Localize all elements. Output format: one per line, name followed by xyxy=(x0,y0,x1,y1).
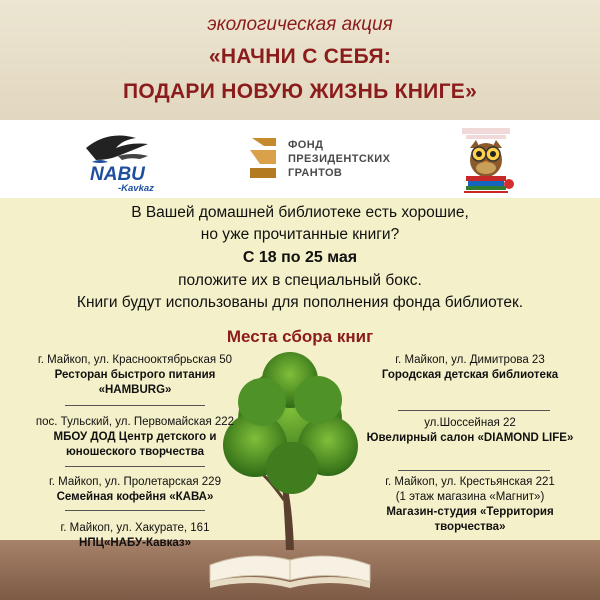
divider xyxy=(65,405,205,406)
location-name: Магазин-студия «Территория xyxy=(386,506,554,518)
intro-line-2: но уже прочитанные книги? xyxy=(200,226,400,243)
location-hamburg xyxy=(10,353,260,398)
location-name: творчества» xyxy=(434,521,506,533)
location-name: «HAMBURG» xyxy=(98,384,172,396)
header-band xyxy=(0,0,600,120)
presidential-grants-fund-logo xyxy=(246,134,396,184)
location-address: г. Майкоп, ул. Хакурате, 161 xyxy=(60,522,210,534)
location-name: Ювелирный салон «DIAMOND LIFE» xyxy=(366,432,574,444)
location-name: Ресторан быстрого питания xyxy=(54,369,216,381)
location-territory-studio xyxy=(345,475,595,535)
campaign-title-line2: ПОДАРИ НОВУЮ ЖИЗНЬ КНИГЕ» xyxy=(122,80,478,103)
library-owl-logo xyxy=(454,126,518,194)
location-youth-center xyxy=(10,415,260,460)
location-address: пос. Тульский, ул. Первомайская 222 xyxy=(35,416,235,428)
location-nabu xyxy=(10,521,260,551)
campaign-title-line1: «НАЧНИ С СЕБЯ: xyxy=(208,45,392,68)
location-name: Городская детская библиотека xyxy=(381,369,559,381)
location-name: МБОУ ДОД Центр детского и xyxy=(53,431,217,443)
campaign-dates: С 18 по 25 мая xyxy=(242,249,358,266)
intro-line-4: положите их в специальный бокс. xyxy=(178,272,422,289)
fund-name xyxy=(288,138,390,180)
divider xyxy=(398,410,550,411)
intro-line-1: В Вашей домашней библиотеке есть хорошие, xyxy=(131,204,469,221)
intro-line-5: Книги будут использованы для пополнения фонда библиотек. xyxy=(76,294,524,311)
fund-mark-icon xyxy=(246,134,282,180)
logo-band xyxy=(0,120,600,198)
location-note: (1 этаж магазина «Магнит») xyxy=(395,491,545,503)
nabu-name: NABU xyxy=(90,164,145,185)
location-name: НПЦ«НАБУ-Кавказ» xyxy=(79,537,191,549)
fund-line-3: ГРАНТОВ xyxy=(288,167,343,179)
location-name: юношеского творчества xyxy=(65,446,205,458)
fund-line-1: ФОНД xyxy=(288,139,324,151)
location-address: г. Майкоп, ул. Крестьянская 221 xyxy=(385,476,555,488)
collection-points-title: Места сбора книг xyxy=(226,327,374,346)
location-address: г. Майкоп, ул. Краснооктябрьская 50 xyxy=(37,354,233,366)
campaign-subtitle: экологическая акция xyxy=(207,14,393,35)
divider xyxy=(398,470,550,471)
divider xyxy=(65,510,205,511)
location-address: г. Майкоп, ул. Димитрова 23 xyxy=(395,354,545,366)
nabu-sub: -Kavkaz xyxy=(118,183,154,194)
nabu-stork-logo xyxy=(78,126,178,194)
location-name: Семейная кофейня «КАВА» xyxy=(56,491,214,503)
location-address: ул.Шоссейная 22 xyxy=(424,417,516,429)
location-children-library xyxy=(345,353,595,383)
divider xyxy=(65,466,205,467)
fund-line-2: ПРЕЗИДЕНТСКИХ xyxy=(288,153,391,165)
location-kava xyxy=(10,475,260,505)
location-address: г. Майкоп, ул. Пролетарская 229 xyxy=(49,476,221,488)
location-diamond-life xyxy=(345,416,595,446)
